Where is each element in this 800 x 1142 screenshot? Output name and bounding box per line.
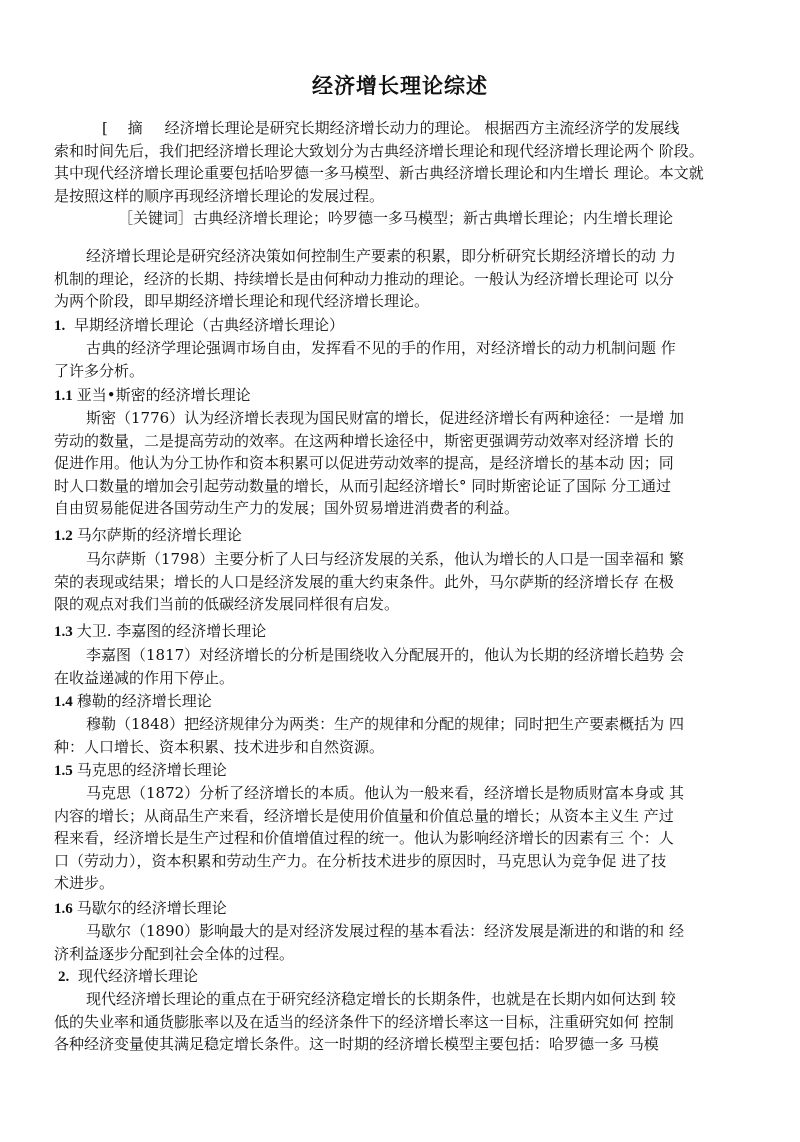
subsection-heading: 1.4 穆勒的经济增长理论 bbox=[54, 692, 212, 710]
subsection-paragraph: 马克思（1872）分析了经济增长的本质。他认为一般来看，经济增长是物质财富本身或 其 内容的增长；从商品生产来看，经济增长是使用价值量和价值总量的增长；从资本主义生 产过 程来看，经济增长是生产过程和价值增值过程的统一。他认为影响经济增长的因素有三 个：人 口（劳动力），资本积累和劳动生产力。在分析技术进步的原因时，马克思认为竞争促 进了技 术进步。 bbox=[54, 784, 684, 892]
section-paragraph: 现代经济增长理论的重点在于研究经济稳定增长的长期条件，也就是在长期内如何达到 较 低的失业率和通货膨胀率以及在适当的经济条件下的经济增长率这一目标，注重研究如何 控制 各种经济变量使其满足稳定增长条件。这一时期的经济增长模型主要包括：哈罗德一多 马模 bbox=[54, 990, 676, 1053]
subsection-paragraph: 马尔萨斯（1798）主要分析了人曰与经济发展的关系，他认为增长的人口是一国幸福和 繁 荣的表现或结果；增长的人口是经济发展的重大约束条件。此外，马尔萨斯的经济增长存 在极 限的观点对我们当前的低碳经济发展同样很有启发。 bbox=[54, 550, 684, 613]
abstract-label: [ 摘 bbox=[102, 119, 143, 137]
subsection-paragraph: 李嘉图（1817）对经济增长的分析是围绕收入分配展开的，他认为长期的经济增长趋势 会 在收益递减的作用下停止。 bbox=[54, 646, 684, 687]
section-heading: 2. 现代经济增长理论 bbox=[58, 967, 199, 985]
section-heading: 1. 早期经济增长理论（古典经济增长理论） bbox=[54, 316, 345, 334]
subsection-heading: 1.5 马克思的经济增长理论 bbox=[54, 761, 227, 779]
subsection-heading: 1.1 亚当•斯密的经济增长理论 bbox=[54, 386, 251, 404]
abstract-line: 其中现代经济增长理论重要包括哈罗德一多马模型、新古典经济增长理论和内生增长 理论。本文就 bbox=[54, 164, 704, 182]
subsection-paragraph: 穆勒（1848）把经济规律分为两类：生产的规律和分配的规律；同时把生产要素概括为 四 种：人口增长、资本积累、技术进步和自然资源。 bbox=[54, 715, 684, 756]
subsection-paragraph: 斯密（1776）认为经济增长表现为国民财富的增长，促进经济增长有两种途径：一是增 加 劳动的数量，二是提高劳动的效率。在这两种增长途径中，斯密更强调劳动效率对经济增 长的 促进作用。他认为分工协作和资本积累可以促进劳动效率的提高，是经济增长的基本动 因；同 时人口数量的增加会引起劳动数量的增长，从而引起经济增长° 同时斯密论证了国际 分工通过 自由贸易能促进各国劳动生产力的发展；国外贸易增进消费者的利益。 bbox=[54, 409, 684, 517]
abstract-line: 是按照这样的顺序再现经济增长理论的发展过程。 bbox=[54, 186, 385, 205]
abstract-line: 索和时间先后，我们把经济增长理论大致划分为古典经济增长理论和现代经济增长理论两个 阶段。 bbox=[54, 141, 704, 160]
abstract bbox=[54, 117, 746, 230]
section-paragraph: 古典的经济学理论强调市场自由，发挥看不见的手的作用，对经济增长的动力机制问题 作 了许多分析。 bbox=[54, 339, 676, 380]
intro-paragraph: 经济增长理论是研究经济决策如何控制生产要素的积累，即分析研究长期经济增长的动 力 机制的理论，经济的长期、持续增长是由何种动力推动的理论。一般认为经济增长理论可 以分 为两个阶段，即早期经济增长理论和现代经济增长理论。 bbox=[54, 247, 676, 310]
subsection-paragraph: 马歇尔（1890）影响最大的是对经济发展过程的基本看法：经济发展是渐进的和谐的和 经 济利益逐步分配到社会全体的过程。 bbox=[54, 922, 684, 963]
keywords-line: ［关键词］古典经济增长理论；吟罗德一多马模型；新古典增长理论；内生增长理论 bbox=[118, 209, 674, 227]
abstract-line: [ 摘 经济增长理论是研究长期经济增长动力的理论。 根据西方主流经济学的发展线 bbox=[54, 117, 746, 140]
subsection-heading: 1.3 大卫. 李嘉图的经济增长理论 bbox=[54, 622, 267, 640]
subsection-heading: 1.6 马歇尔的经济增长理论 bbox=[54, 899, 227, 917]
page-title: 经济增长理论综述 bbox=[312, 74, 488, 98]
subsection-heading: 1.2 马尔萨斯的经济增长理论 bbox=[54, 526, 242, 544]
